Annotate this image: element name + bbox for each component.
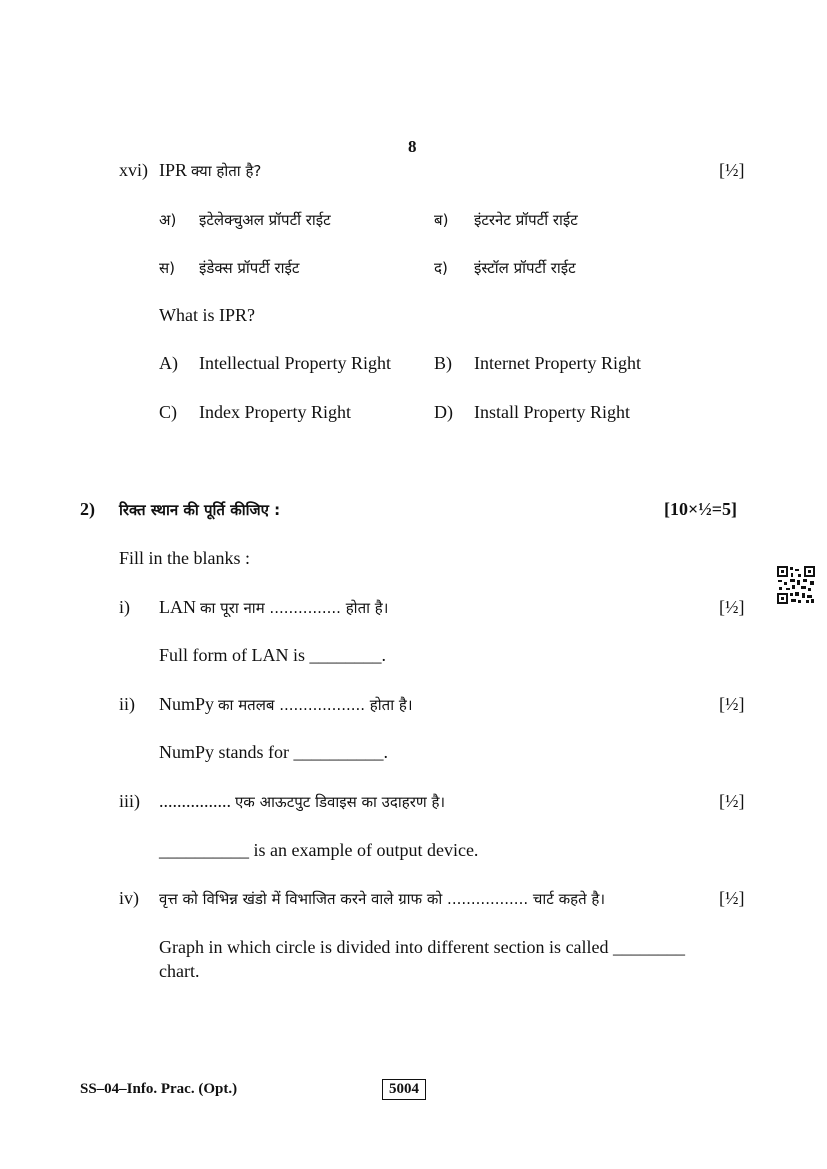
item-text-hi-part: का पूरा नाम ............... होता है। bbox=[200, 599, 389, 617]
option-text: Install Property Right bbox=[474, 402, 630, 422]
marks-label: [10×½=5] bbox=[664, 499, 738, 519]
option-text: Index Property Right bbox=[199, 402, 351, 422]
item-text-hi bbox=[159, 597, 388, 618]
question-number: xvi) bbox=[119, 160, 148, 180]
item-text-hi-part: का मतलब .................. होता है। bbox=[218, 696, 413, 714]
item-text-hi bbox=[159, 694, 413, 715]
option-text: इटेलेक्चुअल प्रॉपर्टी राईट bbox=[199, 211, 331, 229]
option-text: इंस्टॉल प्रॉपर्टी राईट bbox=[474, 259, 576, 277]
footer-code: SS–04–Info. Prac. (Opt.) bbox=[80, 1081, 238, 1097]
item-text-hi bbox=[159, 791, 445, 812]
item-number: iii) bbox=[119, 791, 140, 811]
item-text-en-continued: chart. bbox=[159, 961, 200, 981]
option-label: स) bbox=[159, 259, 175, 277]
item-text-hi-en-part: NumPy bbox=[159, 694, 215, 714]
option-text: Internet Property Right bbox=[474, 353, 641, 373]
item-text-hi-en-part: ................ bbox=[159, 791, 231, 811]
page-number: 8 bbox=[408, 137, 417, 156]
option-label: C) bbox=[159, 402, 177, 422]
option-text: इंडेक्स प्रॉपर्टी राईट bbox=[199, 259, 300, 277]
marks-label: [½] bbox=[719, 597, 745, 617]
question-text-en: What is IPR? bbox=[159, 305, 255, 325]
item-text-hi-part: एक आऊटपुट डिवाइस का उदाहरण है। bbox=[235, 793, 446, 811]
item-number: iv) bbox=[119, 888, 139, 908]
item-number: i) bbox=[119, 597, 130, 617]
item-text-hi-en-part: LAN bbox=[159, 597, 196, 617]
question-number: 2) bbox=[80, 499, 95, 519]
item-text-en: NumPy stands for __________. bbox=[159, 742, 388, 762]
question-text-hi-part: क्या होता है? bbox=[191, 162, 262, 180]
option-label: A) bbox=[159, 353, 178, 373]
option-label: द) bbox=[434, 259, 448, 277]
question-text-en-part: IPR bbox=[159, 160, 188, 180]
item-number: ii) bbox=[119, 694, 135, 714]
option-label: D) bbox=[434, 402, 453, 422]
marks-label: [½] bbox=[719, 694, 745, 714]
item-text-en: __________ is an example of output device. bbox=[159, 840, 479, 860]
item-text-en: Graph in which circle is divided into different section is called ________ bbox=[159, 937, 686, 957]
page-code-box: 5004 bbox=[382, 1079, 426, 1100]
marks-label: [½] bbox=[719, 160, 745, 180]
marks-label: [½] bbox=[719, 888, 745, 908]
qr-code-icon bbox=[776, 565, 816, 605]
item-text-hi: वृत्त को विभिन्न खंडो में विभाजित करने वाले ग्राफ को ................. चार्ट कहते है। bbox=[159, 890, 606, 908]
item-text-en: Full form of LAN is ________. bbox=[159, 645, 386, 665]
section-title-en: Fill in the blanks : bbox=[119, 548, 251, 568]
question-text bbox=[159, 160, 261, 181]
marks-label: [½] bbox=[719, 791, 745, 811]
option-text: इंटरनेट प्रॉपर्टी राईट bbox=[474, 211, 578, 229]
section-title-hi: रिक्त स्थान की पूर्ति कीजिए : bbox=[119, 501, 281, 519]
option-label: अ) bbox=[159, 211, 177, 229]
option-text: Intellectual Property Right bbox=[199, 353, 391, 373]
option-label: ब) bbox=[434, 211, 449, 229]
option-label: B) bbox=[434, 353, 452, 373]
